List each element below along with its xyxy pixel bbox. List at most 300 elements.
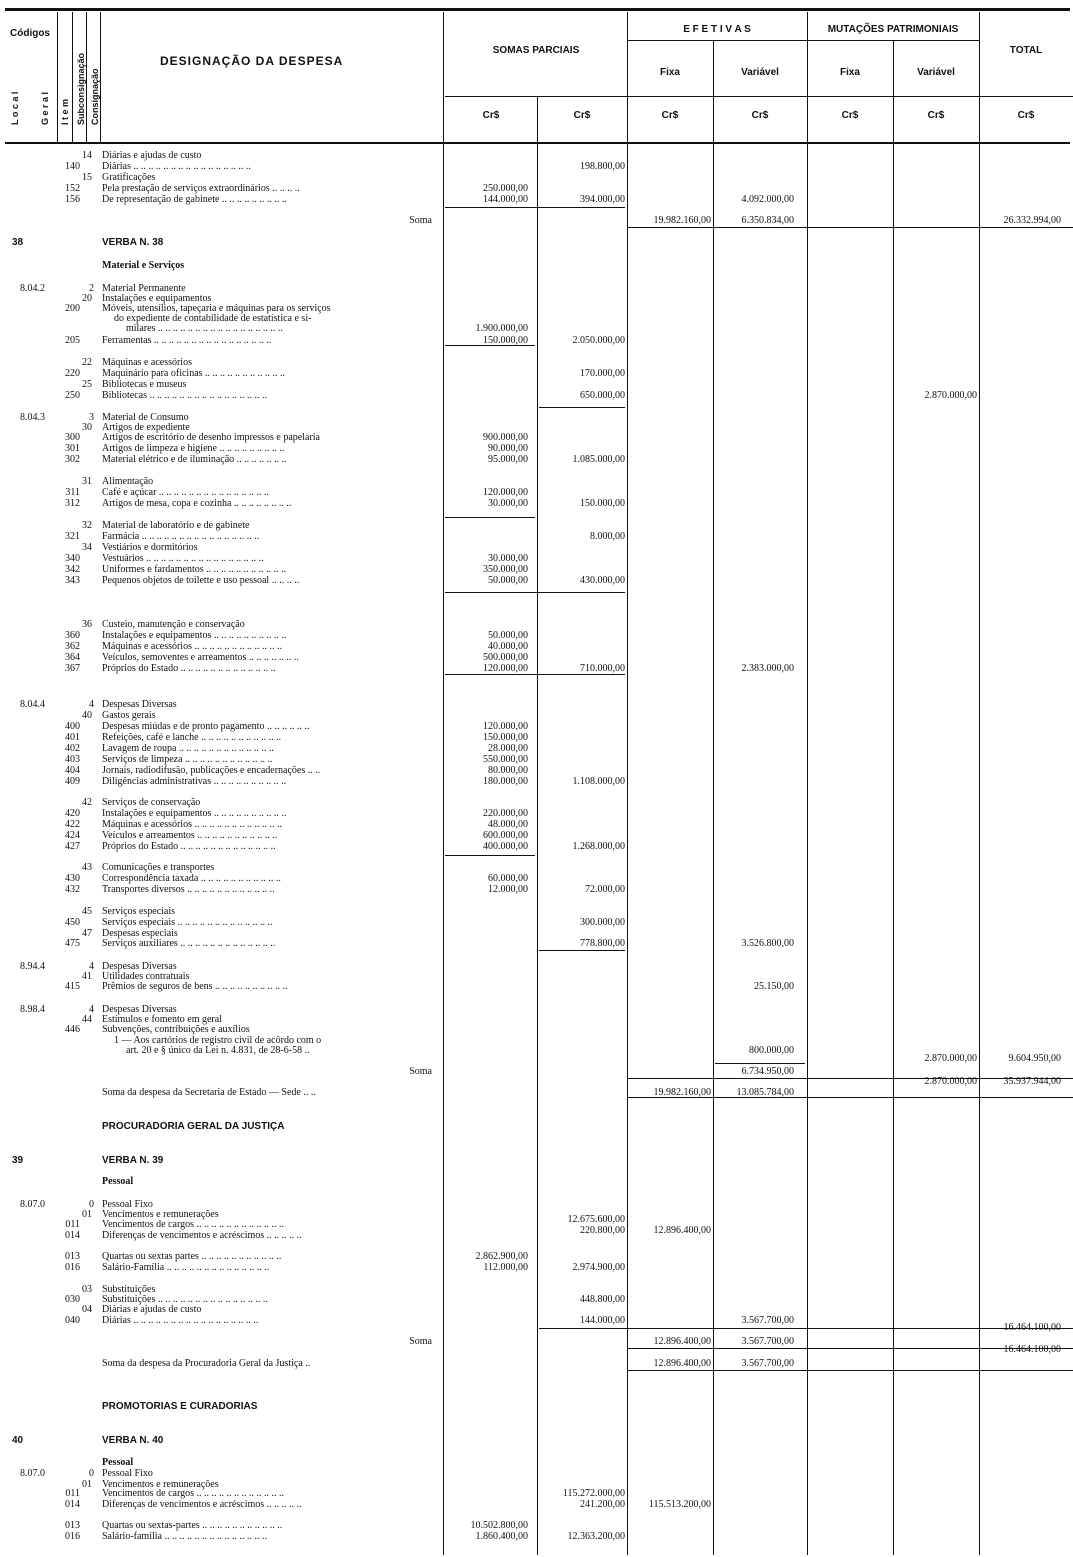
row-description: Jornais, radiodifusão, publicações e encadernações .. .. — [102, 765, 321, 776]
efetiva-variavel: 4.092.000,00 — [741, 194, 794, 205]
row-description: Máquinas e acessórios .. .. .. .. .. .. .. .. .. .. .. .. — [102, 819, 282, 830]
row-description: Gastos gerais — [102, 710, 156, 721]
consignacao-code: 250 — [65, 390, 80, 401]
row-description: Gratificações — [102, 172, 156, 183]
sum-underline — [445, 207, 625, 208]
consignacao-code: 400 — [65, 721, 80, 732]
item-code: 2 — [89, 283, 94, 294]
column-rule — [86, 12, 87, 142]
table-row — [0, 663, 1073, 674]
table-row — [0, 743, 1073, 754]
soma-parcial-1: 95.000,00 — [488, 454, 528, 465]
consignacao-code: 312 — [65, 498, 80, 509]
table-row — [0, 1358, 1073, 1369]
soma-parcial-2: 2.974.900,00 — [572, 1262, 625, 1273]
consignacao-code: 432 — [65, 884, 80, 895]
table-row — [0, 1087, 1073, 1098]
row-description: Alimentação — [102, 476, 154, 487]
table-row — [0, 390, 1073, 401]
table-row — [0, 1488, 1073, 1499]
soma-parcial-1: 150.000,00 — [483, 732, 528, 743]
row-description: do expediente de contabilidade de estatística e si- — [114, 313, 312, 324]
row-description: Quartas ou sextas-partes .. .. .. .. .. .. .. .. .. .. .. — [102, 1520, 283, 1531]
table-row — [0, 641, 1073, 652]
geral-code: 8.94.4 — [20, 961, 45, 972]
subconsignacao-code: 42 — [82, 797, 92, 808]
subconsignacao-code: 47 — [82, 928, 92, 939]
soma-parcial-2: 150.000,00 — [580, 498, 625, 509]
table-row — [0, 183, 1073, 194]
table-row — [0, 710, 1073, 721]
total-value: 9.604.950,00 — [1008, 1053, 1061, 1064]
consignacao-code: 446 — [65, 1024, 80, 1035]
row-description: Pessoal Fixo — [102, 1199, 153, 1210]
efetiva-variavel: 3.567.700,00 — [741, 1315, 794, 1326]
mutacoes-label: MUTAÇÕES PATRIMONIAIS — [827, 24, 959, 35]
row-description: Material de laboratório e de gabinete — [102, 520, 250, 531]
soma-parcial-2: 72.000,00 — [585, 884, 625, 895]
row-description: Maquinário para oficinas .. .. .. .. .. .. .. .. .. .. .. — [102, 368, 286, 379]
table-row — [0, 564, 1073, 575]
row-description: Pessoal — [102, 1176, 134, 1187]
soma-parcial-2: 12.363.200,00 — [567, 1531, 625, 1542]
efetiva-fixa: 12.896.400,00 — [653, 1336, 711, 1347]
efetiva-variavel: 2.383.000,00 — [741, 663, 794, 674]
table-row — [0, 1520, 1073, 1531]
somas-parciais-label: SOMAS PARCIAIS — [492, 45, 580, 56]
table-row — [0, 542, 1073, 553]
subconsignacao-code: 41 — [82, 971, 92, 982]
total-value: 16.464.100,00 — [1003, 1344, 1061, 1355]
row-description: Vencimentos e remunerações — [102, 1209, 219, 1220]
soma-parcial-1: 1.860.400,00 — [475, 1531, 528, 1542]
row-description: Ferramentas .. .. .. .. .. .. .. .. .. .. .. .. .. .. .. .. — [102, 335, 272, 346]
consignacao-code: 013 — [65, 1520, 80, 1531]
table-row — [0, 873, 1073, 884]
table-row — [0, 630, 1073, 641]
subconsignacao-code: 14 — [82, 150, 92, 161]
row-description: Bibliotecas e museus — [102, 379, 187, 390]
row-description: Bibliotecas .. .. .. .. .. .. .. .. .. .. .. .. .. .. .. .. — [102, 390, 267, 401]
row-description: Vencimentos de cargos .. .. .. .. .. .. .. .. .. .. .. .. — [102, 1219, 285, 1230]
table-row — [0, 194, 1073, 205]
row-description: Despesas Diversas — [102, 699, 177, 710]
efetiva-fixa: 115.513.200,00 — [648, 1499, 711, 1510]
consignacao-code: 450 — [65, 917, 80, 928]
efetivas-subheader-rule — [627, 40, 979, 41]
row-description: Farmácia .. .. .. .. .. .. .. .. .. .. .. .. .. .. .. .. — [102, 531, 260, 542]
consignacao-code: 364 — [65, 652, 80, 663]
table-row — [0, 487, 1073, 498]
row-description: VERBA N. 38 — [102, 237, 164, 248]
item-code: 4 — [89, 961, 94, 972]
consignacao-code: 205 — [65, 335, 80, 346]
consignacao-code: 011 — [65, 1219, 80, 1230]
subconsignacao-code: 25 — [82, 379, 92, 390]
table-row — [0, 776, 1073, 787]
row-description: Instalações e equipamentos .. .. .. .. .. .. .. .. .. .. — [102, 630, 287, 641]
local-label: L o c a l — [10, 91, 20, 125]
soma-parcial-2: 2.050.000,00 — [572, 335, 625, 346]
soma-parcial-2: 8.000,00 — [590, 531, 625, 542]
top-rule — [5, 8, 1070, 11]
subconsignacao-code: 20 — [82, 293, 92, 304]
subconsignacao-code: 03 — [82, 1284, 92, 1295]
table-row — [0, 1155, 1073, 1166]
table-row — [0, 379, 1073, 390]
soma-parcial-2: 1.268.000,00 — [572, 841, 625, 852]
table-row — [0, 531, 1073, 542]
soma-parcial-1: 112.000,00 — [483, 1262, 528, 1273]
geral-code: 8.98.4 — [20, 1004, 45, 1015]
row-description: Quartas ou sextas partes .. .. .. .. .. .. .. .. .. .. .. — [102, 1251, 282, 1262]
table-row — [0, 765, 1073, 776]
soma-parcial-2: 710.000,00 — [580, 663, 625, 674]
efetiva-fixa: 12.896.400,00 — [653, 1358, 711, 1369]
table-row — [0, 1076, 1073, 1087]
soma-parcial-1: 60.000,00 — [488, 873, 528, 884]
table-row — [0, 1322, 1073, 1333]
row-description: Despesas Diversas — [102, 1004, 177, 1015]
table-row — [0, 862, 1073, 873]
item-code: 3 — [89, 412, 94, 423]
table-row — [0, 150, 1073, 161]
table-row — [0, 1121, 1073, 1132]
soma-parcial-1: 30.000,00 — [488, 553, 528, 564]
row-description: Salário-família .. .. .. .. .. .. .. .. .. .. .. .. .. .. — [102, 1531, 267, 1542]
table-row — [0, 476, 1073, 487]
row-description: Vestuários .. .. .. .. .. .. .. .. .. .. .. .. .. .. .. .. — [102, 553, 264, 564]
local-code: 40 — [12, 1435, 24, 1446]
row-description: Vencimentos de cargos .. .. .. .. .. .. .. .. .. .. .. .. — [102, 1488, 285, 1499]
row-description: Serviços especiais .. .. .. .. .. .. .. .. .. .. .. .. .. — [102, 917, 273, 928]
sum-underline — [445, 592, 625, 593]
table-row — [0, 432, 1073, 443]
consignacao-code: 367 — [65, 663, 80, 674]
row-description: Veículos, semoventes e arreamentos .. .. .. .. .. .. .. — [102, 652, 299, 663]
item-label: I t e m — [60, 98, 70, 125]
row-description: Soma — [409, 1336, 432, 1347]
soma-parcial-2: 1.108.000,00 — [572, 776, 625, 787]
row-description: Serviços de limpeza .. .. .. .. .. .. .. .. .. .. .. .. — [102, 754, 273, 765]
efetiva-variavel: 3.567.700,00 — [741, 1336, 794, 1347]
efetivas-label: E F E T I V A S — [683, 24, 751, 35]
soma-parcial-2: 300.000,00 — [580, 917, 625, 928]
soma-parcial-1: 400.000,00 — [483, 841, 528, 852]
soma-parcial-1: 250.000,00 — [483, 183, 528, 194]
table-row — [0, 1401, 1073, 1412]
row-description: Comunicações e transportes — [102, 862, 215, 873]
table-row — [0, 884, 1073, 895]
soma-parcial-1: 120.000,00 — [483, 663, 528, 674]
table-row — [0, 619, 1073, 630]
consignacao-code: 156 — [65, 194, 80, 205]
sum-underline — [445, 517, 535, 518]
row-description: Instalações e equipamentos .. .. .. .. .. .. .. .. .. .. — [102, 808, 287, 819]
row-description: VERBA N. 40 — [102, 1435, 164, 1446]
table-row — [0, 335, 1073, 346]
row-description: Pela prestação de serviços extraordinários .. .. .. .. — [102, 183, 300, 194]
row-description: Soma da despesa da Secretaria de Estado — Sede .. .. — [102, 1087, 316, 1098]
table-row — [0, 917, 1073, 928]
consignacao-code: 321 — [65, 531, 80, 542]
currency-label: Cr$ — [482, 110, 500, 121]
currency-label: Cr$ — [573, 110, 591, 121]
consignacao-code: 300 — [65, 432, 80, 443]
currency-label: Cr$ — [927, 110, 945, 121]
soma-parcial-1: 144.000,00 — [483, 194, 528, 205]
consignacao-code: 404 — [65, 765, 80, 776]
soma-parcial-1: 550.000,00 — [483, 754, 528, 765]
efetiva-variavel: 25.150,00 — [754, 981, 794, 992]
soma-parcial-2: 1.085.000,00 — [572, 454, 625, 465]
subconsignacao-code: 01 — [82, 1479, 92, 1490]
total-value: 35.937.944,00 — [1003, 1076, 1061, 1087]
sum-underline — [445, 674, 625, 675]
column-rule — [100, 12, 101, 142]
table-row — [0, 808, 1073, 819]
consignacao-code: 430 — [65, 873, 80, 884]
efetiva-variavel: 6.734.950,00 — [741, 1066, 794, 1077]
soma-parcial-1: 900.000,00 — [483, 432, 528, 443]
geral-code: 8.07.0 — [20, 1468, 45, 1479]
table-row — [0, 215, 1073, 226]
soma-parcial-1: 48.000,00 — [488, 819, 528, 830]
soma-parcial-1: 150.000,00 — [483, 335, 528, 346]
table-row — [0, 237, 1073, 248]
table-row — [0, 172, 1073, 183]
row-description: Utilidades contratuais — [102, 971, 190, 982]
consignacao-code: 301 — [65, 443, 80, 454]
row-description: Pessoal Fixo — [102, 1468, 153, 1479]
row-description: Instalações e equipamentos — [102, 293, 212, 304]
currency-label: Cr$ — [841, 110, 859, 121]
soma-parcial-1: 500.000,00 — [483, 652, 528, 663]
row-description: Lavagem de roupa .. .. .. .. .. .. .. .. .. .. .. .. .. — [102, 743, 274, 754]
mutacoes-fixa-label: Fixa — [839, 67, 860, 78]
codigos-label: Códigos — [10, 28, 50, 39]
table-row — [0, 368, 1073, 379]
consignacao-code: 040 — [65, 1315, 80, 1326]
row-description: milares .. .. .. .. .. .. .. .. .. .. .. .. .. .. .. .. .. — [126, 323, 283, 334]
geral-code: 8.04.2 — [20, 283, 45, 294]
efetiva-fixa: 19.982.160,00 — [653, 1087, 711, 1098]
column-rule — [57, 12, 58, 142]
efetiva-fixa: 12.896.400,00 — [653, 1225, 711, 1236]
row-description: Serviços especiais — [102, 906, 176, 917]
soma-parcial-1: 50.000,00 — [488, 630, 528, 641]
consignacao-code: 427 — [65, 841, 80, 852]
table-row — [0, 454, 1073, 465]
soma-parcial-2: 650.000,00 — [580, 390, 625, 401]
soma-parcial-1: 2.862.900,00 — [475, 1251, 528, 1262]
efetiva-variavel: 3.567.700,00 — [741, 1358, 794, 1369]
soma-parcial-2: 448.800,00 — [580, 1294, 625, 1305]
mutacoes-variavel-label: Variável — [917, 67, 955, 78]
table-row — [0, 1499, 1073, 1510]
row-description: Soma — [409, 1066, 432, 1077]
row-description: Serviços de conservação — [102, 797, 201, 808]
soma-parcial-1: 220.000,00 — [483, 808, 528, 819]
table-row — [0, 1468, 1073, 1479]
sum-underline — [539, 407, 625, 408]
row-description: De representação de gabinete .. .. .. .. .. .. .. .. .. — [102, 194, 287, 205]
soma-parcial-1: 80.000,00 — [488, 765, 528, 776]
soma-parcial-1: 12.000,00 — [488, 884, 528, 895]
consignacao-code: 302 — [65, 454, 80, 465]
total-label: TOTAL — [1009, 45, 1043, 56]
consignacao-code: 402 — [65, 743, 80, 754]
table-row — [0, 1344, 1073, 1355]
row-description: Material elétrico e de iluminação .. .. .. .. .. .. .. — [102, 454, 287, 465]
consignacao-code: 362 — [65, 641, 80, 652]
soma-parcial-1: 600.000,00 — [483, 830, 528, 841]
efetiva-variavel: 6.350.834,00 — [741, 215, 794, 226]
row-description: Móveis, utensílios, tapeçaria e máquinas para os serviços — [102, 303, 331, 314]
consignacao-code: 030 — [65, 1294, 80, 1305]
row-description: Artigos de escritório de desenho impressos e papelaria — [102, 432, 320, 443]
consignacao-code: 152 — [65, 183, 80, 194]
row-description: Despesas especiais — [102, 928, 178, 939]
subconsignacao-code: 15 — [82, 172, 92, 183]
subconsignacao-code: 45 — [82, 906, 92, 917]
geral-code: 8.04.4 — [20, 699, 45, 710]
efetiva-fixa: 19.982.160,00 — [653, 215, 711, 226]
consignacao-code: 140 — [65, 161, 80, 172]
table-row — [0, 1176, 1073, 1187]
row-description: Artigos de expediente — [102, 422, 190, 433]
row-description: Salário-Família .. .. .. .. .. .. .. .. .. .. .. .. .. .. — [102, 1262, 270, 1273]
table-row — [0, 357, 1073, 368]
table-row — [0, 1024, 1073, 1035]
column-rule — [72, 12, 73, 142]
item-code: 4 — [89, 1004, 94, 1015]
consignacao-code: 016 — [65, 1531, 80, 1542]
row-description: Material Permanente — [102, 283, 186, 294]
table-row — [0, 520, 1073, 531]
consignacao-code: 415 — [65, 981, 80, 992]
row-description: Diárias e ajudas de custo — [102, 1304, 202, 1315]
table-row — [0, 938, 1073, 949]
consignacao-code: 343 — [65, 575, 80, 586]
soma-parcial-2: 430.000,00 — [580, 575, 625, 586]
row-description: Diárias .. .. .. .. .. .. .. .. .. .. .. .. .. .. .. .. — [102, 161, 251, 172]
mutacao-variavel: 2.870.000,00 — [924, 1053, 977, 1064]
row-description: Diárias .. .. .. .. .. .. .. .. .. .. .. .. .. .. .. .. .. — [102, 1315, 259, 1326]
consignacao-code: 220 — [65, 368, 80, 379]
soma-parcial-1: 50.000,00 — [488, 575, 528, 586]
soma-parcial-1: 1.900.000,00 — [475, 323, 528, 334]
row-description: Máquinas e acessórios — [102, 357, 192, 368]
table-row — [0, 443, 1073, 454]
soma-parcial-1: 10.502.800,00 — [470, 1520, 528, 1531]
row-description: Substituições — [102, 1284, 156, 1295]
row-description: Despesas Diversas — [102, 961, 177, 972]
row-description: Custeio, manutenção e conservação — [102, 619, 245, 630]
soma-parcial-2: 115.272.000,00 — [562, 1488, 625, 1499]
consignacao-code: 340 — [65, 553, 80, 564]
consignacao-label: Consignação — [90, 68, 100, 125]
soma-parcial-2: 144.000,00 — [580, 1315, 625, 1326]
soma-parcial-1: 120.000,00 — [483, 721, 528, 732]
soma-parcial-2: 394.000,00 — [580, 194, 625, 205]
subconsignacao-code: 22 — [82, 357, 92, 368]
efetiva-variavel: 3.526.800,00 — [741, 938, 794, 949]
row-description: VERBA N. 39 — [102, 1155, 164, 1166]
row-description: Pequenos objetos de toilette e uso pessoal .. .. .. .. — [102, 575, 300, 586]
table-row — [0, 721, 1073, 732]
row-description: Próprios do Estado .. .. .. .. .. .. .. .. .. .. .. .. .. — [102, 841, 276, 852]
total-value: 26.332.994,00 — [1003, 215, 1061, 226]
row-description: Diárias e ajudas de custo — [102, 150, 202, 161]
consignacao-code: 200 — [65, 303, 80, 314]
subconsignacao-code: 43 — [82, 862, 92, 873]
row-description: Soma — [409, 215, 432, 226]
subconsignacao-code: 34 — [82, 542, 92, 553]
soma-parcial-1: 28.000,00 — [488, 743, 528, 754]
row-description: 1 — Aos cartórios de registro civil de acôrdo com o — [114, 1035, 322, 1046]
table-row — [0, 1304, 1073, 1315]
sum-underline — [539, 950, 625, 951]
consignacao-code: 014 — [65, 1230, 80, 1241]
table-row — [0, 1531, 1073, 1542]
consignacao-code: 409 — [65, 776, 80, 787]
geral-code: 8.07.0 — [20, 1199, 45, 1210]
geral-code: 8.04.3 — [20, 412, 45, 423]
row-description: Estímulos e fomento em geral — [102, 1014, 222, 1025]
row-description: Uniformes e fardamentos .. .. .. .. .. .. .. .. .. .. .. — [102, 564, 287, 575]
soma-parcial-1: 350.000,00 — [483, 564, 528, 575]
table-row — [0, 830, 1073, 841]
subconsignacao-label: Subconsignação — [76, 52, 86, 125]
table-row — [0, 819, 1073, 830]
consignacao-code: 013 — [65, 1251, 80, 1262]
table-row — [0, 260, 1073, 271]
subconsignacao-code: 36 — [82, 619, 92, 630]
row-description: Diferenças de vencimentos e acréscimos .. .. .. .. .. — [102, 1230, 302, 1241]
geral-label: G e r a l — [40, 91, 50, 125]
table-row — [0, 1230, 1073, 1241]
table-row — [0, 841, 1073, 852]
mutacao-variavel: 2.870.000,00 — [924, 1076, 977, 1087]
subconsignacao-code: 04 — [82, 1304, 92, 1315]
row-description: Artigos de mesa, copa e cozinha .. .. .. .. .. .. .. .. — [102, 498, 292, 509]
table-row — [0, 161, 1073, 172]
efetiva-variavel: 13.085.784,00 — [736, 1087, 794, 1098]
row-description: Soma da despesa da Procuradoria Geral da Justiça .. — [102, 1358, 311, 1369]
soma-parcial-1: 40.000,00 — [488, 641, 528, 652]
row-description: Veículos e arreamentos .. .. .. .. .. .. .. .. .. .. .. — [102, 830, 278, 841]
table-row — [0, 575, 1073, 586]
row-description: Vestiários e dormitórios — [102, 542, 198, 553]
consignacao-code: 311 — [65, 487, 80, 498]
currency-label: Cr$ — [751, 110, 769, 121]
table-row — [0, 1053, 1073, 1064]
item-code: 4 — [89, 699, 94, 710]
consignacao-code: 016 — [65, 1262, 80, 1273]
row-description: art. 20 e § único da Lei n. 4.831, de 28-6-58 .. — [126, 1045, 310, 1056]
subconsignacao-code: 32 — [82, 520, 92, 531]
row-description: Artigos de limpeza e higiene .. .. .. .. .. .. .. .. .. — [102, 443, 285, 454]
item-code: 0 — [89, 1468, 94, 1479]
soma-parcial-2: 778.800,00 — [580, 938, 625, 949]
consignacao-code: 360 — [65, 630, 80, 641]
row-description: Café e açúcar .. .. .. .. .. .. .. .. .. .. .. .. .. .. .. — [102, 487, 269, 498]
table-row — [0, 732, 1073, 743]
row-description: Material e Serviços — [102, 260, 185, 271]
table-row — [0, 1435, 1073, 1446]
consignacao-code: 342 — [65, 564, 80, 575]
